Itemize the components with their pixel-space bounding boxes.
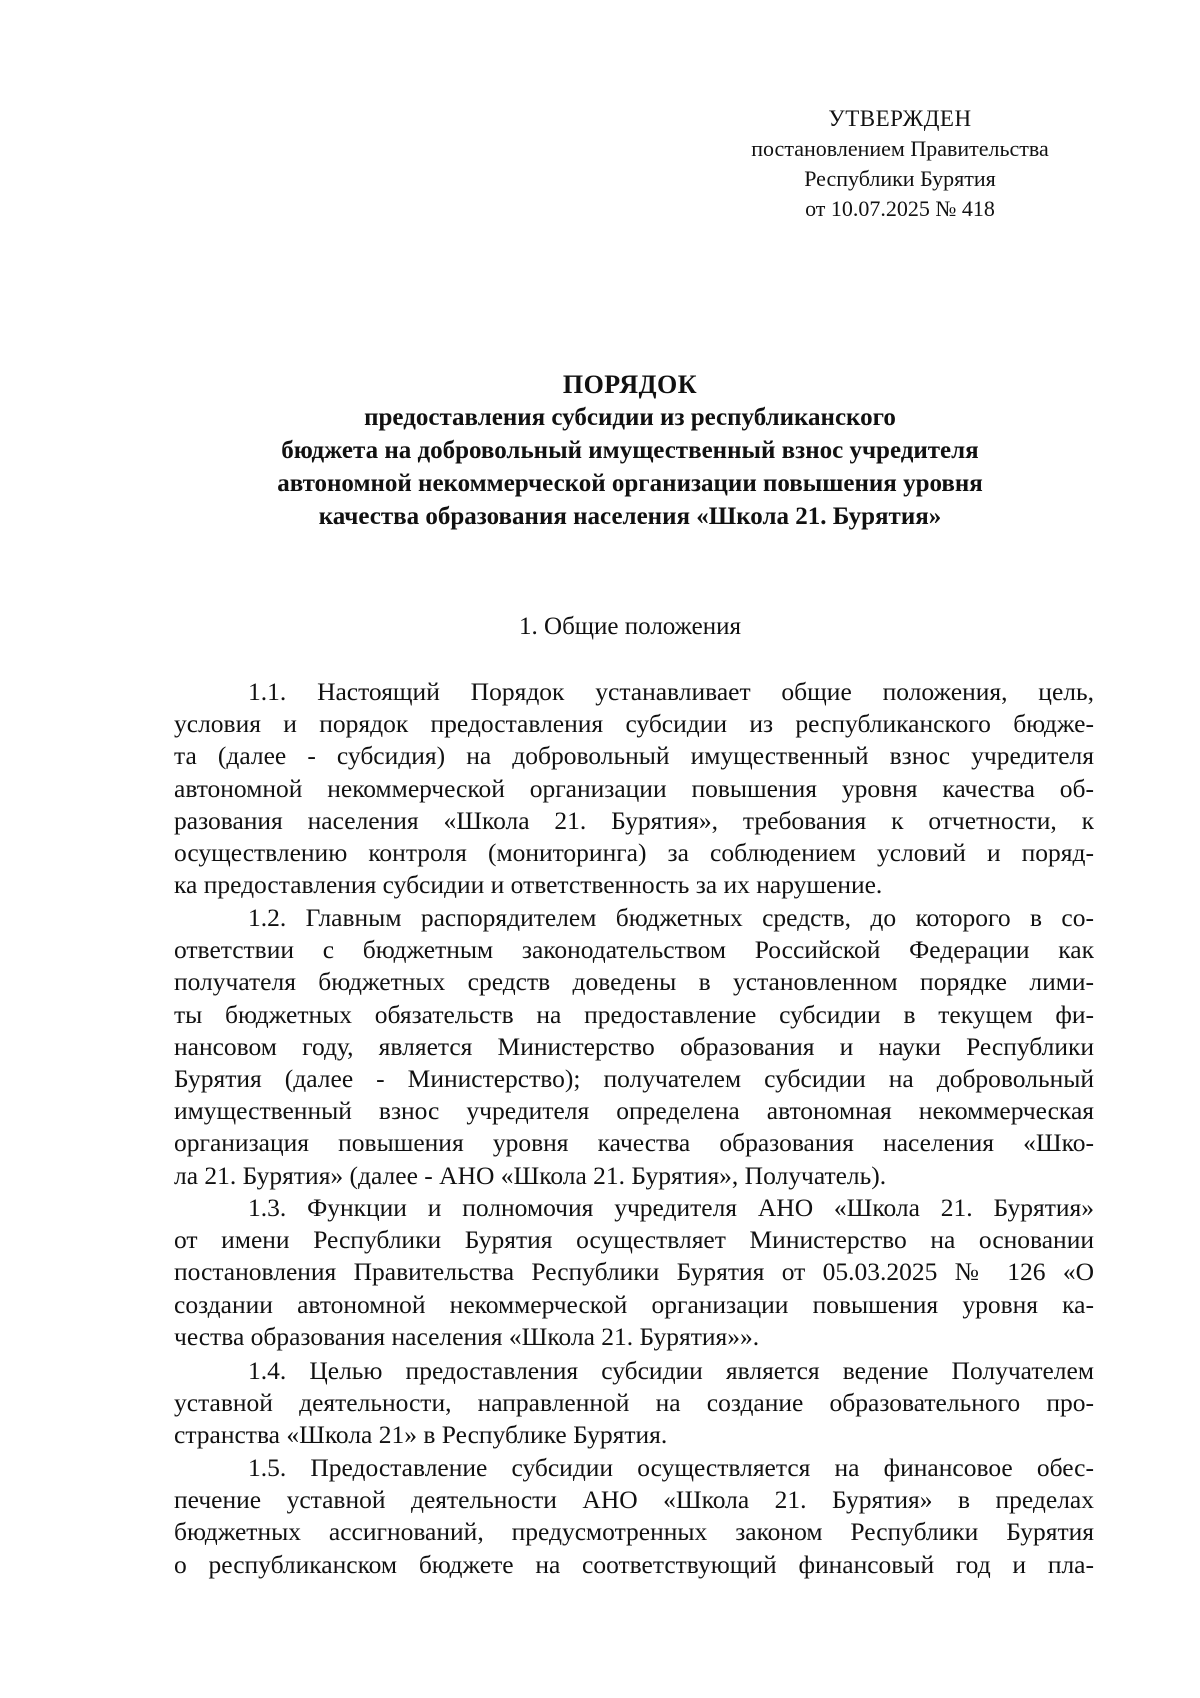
text-line: получателя бюджетных средств доведены в установленном порядке лими- (174, 967, 1094, 997)
text-line: о республиканском бюджете на соответствующий финансовый год и пла- (174, 1549, 1094, 1579)
paragraph (174, 902, 1094, 1192)
approval-line: постановлением Правительства (751, 136, 1049, 161)
text-line: печение уставной деятельности АНО «Школа 21. Бурятия» в пределах (174, 1485, 1094, 1515)
text-line: разования населения «Школа 21. Бурятия», требования к отчетности, к (174, 805, 1094, 835)
text-line: ты бюджетных обязательств на предоставление субсидии в текущем фи- (174, 999, 1094, 1029)
document-subtitle-line: бюджета на добровольный имущественный взнос учредителя (281, 437, 979, 464)
text-line: чества образования населения «Школа 21. Бурятия»». (174, 1321, 760, 1351)
text-line: условия и порядок предоставления субсидии из республиканского бюдже- (174, 709, 1094, 739)
approval-line: Республики Бурятия (804, 166, 996, 191)
text-line: странства «Школа 21» в Республике Бурятия. (174, 1420, 668, 1450)
text-line: ка предоставления субсидии и ответственность за их нарушение. (174, 870, 883, 900)
text-line: 1.4. Целью предоставления субсидии является ведение Получателем (248, 1356, 1094, 1385)
document-title: ПОРЯДОК (562, 370, 698, 399)
text-line: 1.1. Настоящий Порядок устанавливает общие положения, цель, (248, 677, 1094, 706)
text-line: бюджетных ассигнований, предусмотренных законом Республики Бурятия (174, 1517, 1094, 1547)
paragraph (174, 1452, 1094, 1581)
text-line: организация повышения уровня качества образования населения «Шко- (174, 1128, 1094, 1158)
section-heading: 1. Общие положения (519, 613, 741, 640)
text-line: Бурятия (далее - Министерство); получателем субсидии на добровольный (174, 1063, 1094, 1093)
text-line: уставной деятельности, направленной на создание образовательного про- (174, 1388, 1094, 1418)
text-line: ответствии с бюджетным законодательством Российской Федерации как (174, 935, 1094, 965)
text-line: от имени Республики Бурятия осуществляет Министерство на основании (174, 1225, 1094, 1255)
document-title-block (150, 368, 1110, 533)
document-subtitle-line: качества образования населения «Школа 21. Бурятия» (318, 503, 942, 530)
text-line: 1.2. Главным распорядителем бюджетных средств, до которого в со- (248, 903, 1094, 932)
text-line: имущественный взнос учредителя определена автономная некоммерческая (174, 1096, 1094, 1126)
text-line: ла 21. Бурятия» (далее - АНО «Школа 21. Бурятия», Получатель). (174, 1160, 887, 1190)
paragraph (174, 676, 1094, 901)
text-line: 1.5. Предоставление субсидии осуществляется на финансовое обес- (248, 1453, 1094, 1482)
document-subtitle-line: автономной некоммерческой организации повышения уровня (277, 470, 983, 497)
text-line: постановления Правительства Республики Бурятия от 05.03.2025 № 126 «О (174, 1257, 1094, 1287)
document-subtitle-line: предоставления субсидии из республиканского (364, 404, 896, 431)
text-line: автономной некоммерческой организации повышения уровня качества об- (174, 773, 1094, 803)
approval-block (730, 104, 1070, 224)
text-line: создании автономной некоммерческой организации повышения уровня ка- (174, 1289, 1094, 1319)
text-line: нансовом году, является Министерство образования и науки Республики (174, 1031, 1094, 1061)
text-line: 1.3. Функции и полномочия учредителя АНО «Школа 21. Бурятия» (248, 1193, 1094, 1222)
paragraph (174, 1355, 1094, 1452)
text-line: та (далее - субсидия) на добровольный имущественный взнос учредителя (174, 741, 1094, 771)
paragraph (174, 1192, 1094, 1353)
text-line: осуществлению контроля (мониторинга) за соблюдением условий и поряд- (174, 837, 1094, 867)
approval-heading: УТВЕРЖДЕН (828, 106, 972, 131)
approval-date-number: от 10.07.2025 № 418 (805, 196, 995, 221)
